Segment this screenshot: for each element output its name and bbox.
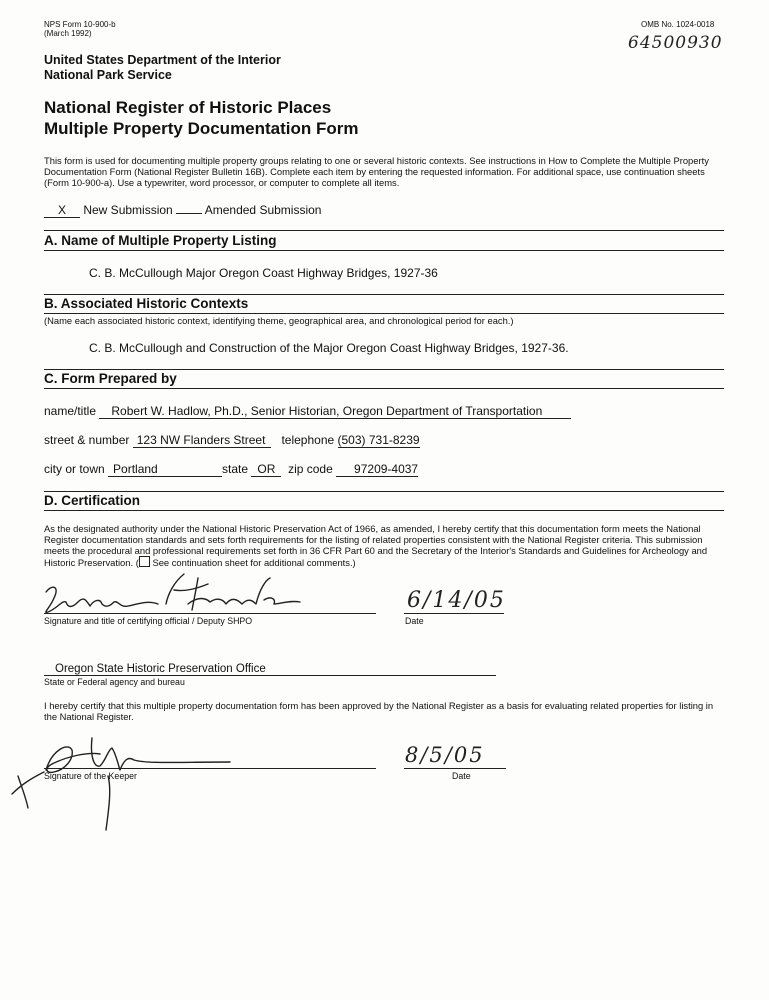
continuation-checkbox[interactable]	[139, 556, 150, 567]
keeper-date-handwritten: 8/5/05	[405, 743, 485, 767]
city-row	[44, 462, 418, 477]
shpo-signature	[38, 570, 338, 618]
state-field[interactable]: OR	[251, 462, 281, 477]
section-d-top-rule	[44, 491, 724, 492]
certifying-agency: Oregon State Historic Preservation Office	[55, 663, 266, 675]
form-title-line2: Multiple Property Documentation Form	[44, 119, 359, 138]
section-d-bottom-rule	[44, 510, 724, 511]
city-label: city or town	[44, 462, 105, 476]
section-b-heading: B. Associated Historic Contexts	[44, 296, 249, 311]
form-date: (March 1992)	[44, 29, 92, 38]
telephone-label: telephone	[281, 433, 335, 447]
city-field[interactable]: Portland	[108, 462, 222, 477]
signature2-caption: Signature of the Keeper	[44, 771, 137, 781]
form-number: NPS Form 10-900-b	[44, 20, 116, 29]
certification-text: As the designated authority under the National Historic Preservation Act of 1966, as amended, I hereby certify that this documentation form meets the National Register documentation standards and sets forth requirements for the listing of related properties consistent with the National Register criteria. This submission meets the procedural and professional requirements set forth in 36 CFR Part 60 and the Secretary of the Interior's Standards and Guidelines for Archeology and Historic Preservation.	[44, 523, 708, 568]
zip-label: zip code	[288, 462, 333, 476]
handwritten-reference-number: 64500930	[628, 33, 723, 53]
agency-caption: State or Federal agency and bureau	[44, 677, 185, 687]
amended-submission-mark[interactable]	[176, 213, 202, 214]
department-name: United States Department of the Interior	[44, 53, 281, 67]
historic-context: C. B. McCullough and Construction of the Major Oregon Coast Highway Bridges, 1927-36.	[89, 341, 569, 355]
name-title-label: name/title	[44, 404, 97, 418]
amended-submission-label: Amended Submission	[204, 203, 322, 217]
date1-caption: Date	[405, 616, 424, 626]
intro-instructions: This form is used for documenting multiple property groups relating to one or several historic contexts. See instructions in How to Complete the Multiple Property Documentation Form (National Register Bulletin 16B). Complete each item by entering the requested information. For additional space, use continuation sheets (Form 10-900-a). Use a typewriter, word processor, or computer to complete all items.	[44, 155, 709, 188]
date1-line	[404, 613, 504, 614]
omb-number: OMB No. 1024-0018	[641, 20, 715, 29]
form-title-line1: National Register of Historic Places	[44, 98, 332, 117]
approval-statement: I hereby certify that this multiple property documentation form has been approved by the National Register as a basis for evaluating related properties for listing in the National Register.	[44, 700, 714, 722]
state-label: state	[222, 462, 249, 476]
section-a-bottom-rule	[44, 250, 724, 251]
date2-caption: Date	[452, 771, 471, 781]
signature1-line	[44, 613, 376, 614]
signature2-line	[44, 768, 376, 769]
section-b-instruction: (Name each associated historic context, identifying theme, geographical area, and chronological period for each.)	[44, 315, 514, 326]
zip-field[interactable]: 97209-4037	[336, 462, 418, 477]
certification-date-handwritten: 6/14/05	[407, 588, 506, 613]
street-label: street & number	[44, 433, 130, 447]
street-field[interactable]: 123 NW Flanders Street	[133, 433, 272, 448]
section-c-heading: C. Form Prepared by	[44, 371, 177, 386]
date2-line	[404, 768, 506, 769]
multiple-property-name: C. B. McCullough Major Oregon Coast Highway Bridges, 1927-36	[89, 266, 438, 280]
street-row	[44, 433, 420, 448]
name-title-field[interactable]: Robert W. Hadlow, Ph.D., Senior Historian, Oregon Department of Transportation	[99, 404, 571, 419]
section-c-bottom-rule	[44, 388, 724, 389]
certification-statement: As the designated authority under the National Historic Preservation Act of 1966, as amended, I hereby certify that this documentation form meets the National Register documentation standards and sets forth requirements for the listing of related properties consistent with the National Register criteria. This submission meets the procedural and professional requirements set forth in 36 CFR Part 60 and the Secretary of the Interior's Standards and Guidelines for Archeology and Historic Preservation. ( See continuation sheet for additional comments.)	[44, 523, 708, 568]
agency-name: National Park Service	[44, 68, 172, 82]
section-c-top-rule	[44, 369, 724, 370]
section-d-heading: D. Certification	[44, 493, 141, 508]
submission-type-row	[44, 203, 321, 218]
telephone-field[interactable]: (503) 731-8239	[337, 433, 420, 447]
section-b-top-rule	[44, 294, 724, 295]
section-a-heading: A. Name of Multiple Property Listing	[44, 233, 277, 248]
agency-line	[44, 675, 496, 676]
name-title-row	[44, 404, 571, 419]
section-a-top-rule	[44, 230, 724, 231]
signature1-caption: Signature and title of certifying official / Deputy SHPO	[44, 616, 253, 626]
section-b-bottom-rule	[44, 313, 724, 314]
new-submission-mark[interactable]: X	[44, 203, 80, 218]
continuation-note: See continuation sheet for additional comments.)	[152, 557, 356, 568]
new-submission-label: New Submission	[83, 203, 173, 217]
